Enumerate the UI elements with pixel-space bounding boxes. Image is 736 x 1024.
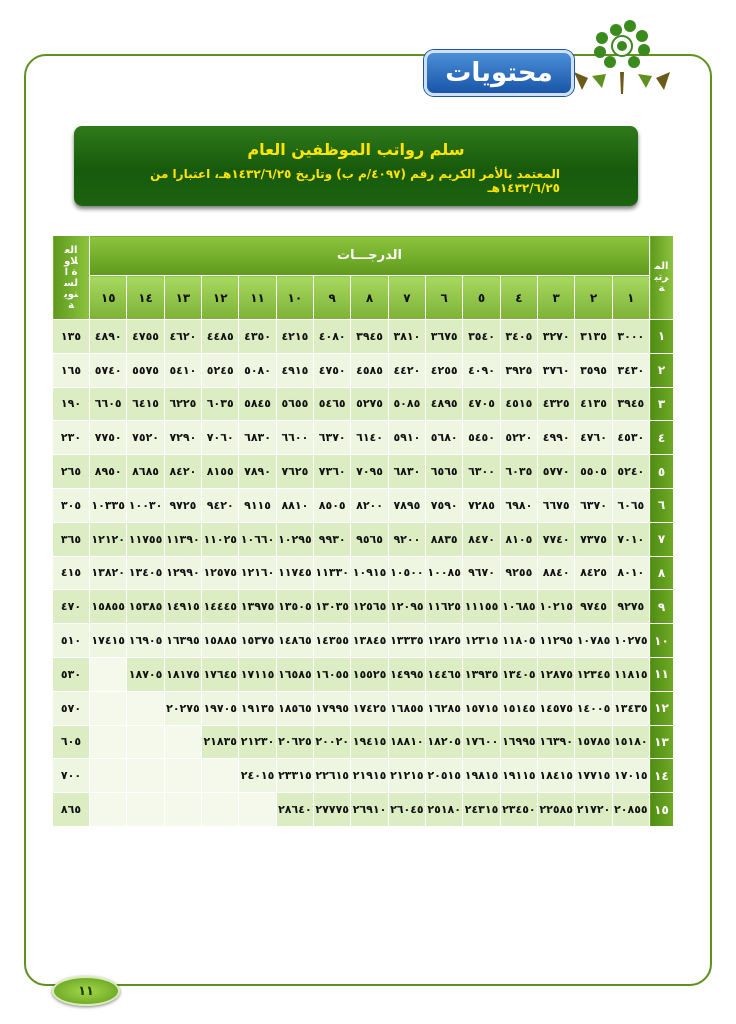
- salary-cell: ٤٨٩٥: [426, 387, 463, 421]
- rank-cell: ٩: [650, 590, 674, 624]
- salary-cell: ١٢١٦٠: [239, 556, 276, 590]
- salary-cell: ٥٤١٠: [164, 353, 201, 387]
- rank-cell: ١٠: [650, 624, 674, 658]
- table-row: [53, 421, 674, 455]
- allowance-cell: ٧٠٠: [53, 759, 90, 793]
- salary-cell: ٢٠٠٢٠: [314, 725, 351, 759]
- salary-cell: [90, 657, 127, 691]
- table-row: [53, 387, 674, 421]
- degree-header-cell: ١١: [239, 276, 276, 320]
- salary-cell: ٩٧٤٥: [575, 590, 612, 624]
- salary-cell: ١٤٩٩٥: [388, 657, 425, 691]
- logo-emblem: [572, 16, 672, 96]
- table-row: [53, 725, 674, 759]
- salary-cell: ٧٠٦٠: [202, 421, 239, 455]
- rank-cell: ٣: [650, 387, 674, 421]
- salary-cell: [164, 793, 201, 827]
- salary-cell: ١١٠٢٥: [202, 522, 239, 556]
- rank-cell: ٦: [650, 488, 674, 522]
- salary-cell: ١٠٦٦٠: [239, 522, 276, 556]
- degree-header-cell: ١٥: [90, 276, 127, 320]
- salary-cell: ١٢٨٧٥: [538, 657, 575, 691]
- salary-cell: ٧٦٢٥: [276, 455, 313, 489]
- salary-cell: ١٢٣٤٥: [575, 657, 612, 691]
- salary-cell: ٥٠٨٠: [239, 353, 276, 387]
- salary-cell: ١٥٧١٥: [463, 691, 500, 725]
- salary-cell: ٢١٩١٥: [351, 759, 388, 793]
- salary-cell: ١٥٨٨٥: [202, 624, 239, 658]
- salary-cell: ٢٢٦١٥: [314, 759, 351, 793]
- table-row: [53, 320, 674, 354]
- salary-cell: ١٨٤١٥: [538, 759, 575, 793]
- rank-cell: ١٢: [650, 691, 674, 725]
- salary-cell: ٨٨٣٥: [426, 522, 463, 556]
- salary-cell: ١١٨٠٥: [500, 624, 537, 658]
- salary-cell: ١٦٩٩٥: [500, 725, 537, 759]
- allowance-cell: ٦٠٥: [53, 725, 90, 759]
- allowance-cell: ١٣٥: [53, 320, 90, 354]
- salary-cell: ١٣٤٣٥: [612, 691, 649, 725]
- table-row: [53, 590, 674, 624]
- salary-cell: ١٠٧٨٥: [575, 624, 612, 658]
- salary-cell: ٢٣٣١٥: [276, 759, 313, 793]
- salary-cell: ١٧١١٥: [239, 657, 276, 691]
- salary-cell: ٢٢٥٨٥: [538, 793, 575, 827]
- salary-cell: ١٣٩٧٥: [239, 590, 276, 624]
- table-row: [53, 657, 674, 691]
- salary-cell: ٧٥٢٠: [127, 421, 164, 455]
- salary-cell: ١٩٧٠٥: [202, 691, 239, 725]
- salary-cell: ٩٦٧٠: [463, 556, 500, 590]
- salary-cell: ١٥٣٨٥: [127, 590, 164, 624]
- salary-cell: ٤٨٩٠: [90, 320, 127, 354]
- salary-cell: ١١٧٤٥: [276, 556, 313, 590]
- salary-cell: ٦٣٧٠: [314, 421, 351, 455]
- allowance-cell: ٥٧٠: [53, 691, 90, 725]
- salary-cell: ٨٥٠٥: [314, 488, 351, 522]
- salary-cell: ١١٣٩٠: [164, 522, 201, 556]
- salary-cell: ٤٣٥٠: [239, 320, 276, 354]
- salary-cell: ١٥٣٧٥: [239, 624, 276, 658]
- salary-cell: ٧٧٤٠: [538, 522, 575, 556]
- salary-cell: ١٢٨٢٥: [426, 624, 463, 658]
- salary-cell: ٢٤٠١٥: [239, 759, 276, 793]
- salary-cell: ١٧٠١٥: [612, 759, 649, 793]
- salary-cell: ٤٩١٥: [276, 353, 313, 387]
- salary-cell: ٢١٧٢٠: [575, 793, 612, 827]
- degree-header-cell: ١٢: [202, 276, 239, 320]
- salary-cell: ٨٤٢٥: [575, 556, 612, 590]
- salary-cell: [202, 793, 239, 827]
- salary-cell: ٦٤١٥: [127, 387, 164, 421]
- salary-cell: ١٠٢١٥: [538, 590, 575, 624]
- degree-header-cell: ١٣: [164, 276, 201, 320]
- degree-header-cell: ٤: [500, 276, 537, 320]
- rank-cell: ٨: [650, 556, 674, 590]
- salary-cell: ٣٠٠٠: [612, 320, 649, 354]
- salary-cell: ١٢١٢٠: [90, 522, 127, 556]
- salary-cell: ١٢٠٩٥: [388, 590, 425, 624]
- salary-cell: ٩٢٧٥: [612, 590, 649, 624]
- salary-cell: ١١١٥٥: [463, 590, 500, 624]
- salary-cell: ٩٤٢٠: [202, 488, 239, 522]
- salary-cell: ٧٨٩٥: [388, 488, 425, 522]
- salary-cell: ٣٩٢٥: [500, 353, 537, 387]
- salary-cell: ٤٤٨٥: [202, 320, 239, 354]
- salary-cell: [90, 725, 127, 759]
- salary-cell: ٦٦٧٥: [538, 488, 575, 522]
- salary-cell: ٦٦٠٠: [276, 421, 313, 455]
- salary-cell: ٥٢٤٠: [612, 455, 649, 489]
- rank-cell: ١: [650, 320, 674, 354]
- salary-cell: ٤٦٢٠: [164, 320, 201, 354]
- salary-cell: ١٥١٨٠: [612, 725, 649, 759]
- salary-cell: ٤١٣٥: [575, 387, 612, 421]
- salary-cell: ١٠٣٣٥: [90, 488, 127, 522]
- salary-cell: ٢٣٤٥٠: [500, 793, 537, 827]
- salary-cell: ٢١٢٣٠: [239, 725, 276, 759]
- salary-cell: ١٧٦٤٥: [202, 657, 239, 691]
- salary-cell: ١٤٤٤٥: [202, 590, 239, 624]
- salary-cell: ١٦٠٥٥: [314, 657, 351, 691]
- salary-cell: ٤٣٢٥: [538, 387, 575, 421]
- salary-cell: ١٥٨٥٥: [90, 590, 127, 624]
- salary-cell: ٧٧٥٠: [90, 421, 127, 455]
- salary-cell: ١٠٢٩٥: [276, 522, 313, 556]
- salary-cell: ١١٣٣٠: [314, 556, 351, 590]
- table-row: [53, 556, 674, 590]
- salary-cell: ٥٦٨٠: [426, 421, 463, 455]
- salary-cell: ١١٢٩٥: [538, 624, 575, 658]
- salary-cell: ٢٠٥١٥: [426, 759, 463, 793]
- salary-cell: ١٨٥٦٥: [276, 691, 313, 725]
- salary-cell: [202, 759, 239, 793]
- salary-cell: ٩٩٣٠: [314, 522, 351, 556]
- salary-cell: ١٤٩١٥: [164, 590, 201, 624]
- salary-cell: ١٩٨١٥: [463, 759, 500, 793]
- salary-cell: ١٩١١٥: [500, 759, 537, 793]
- salary-cell: ٢٦٠٤٥: [388, 793, 425, 827]
- salary-cell: ١١٦٢٥: [426, 590, 463, 624]
- salary-cell: ٥٥٧٥: [127, 353, 164, 387]
- contents-button[interactable]: محتويات: [424, 50, 574, 96]
- allowance-header: العلاوة السنوية: [53, 236, 90, 320]
- table-row: [53, 793, 674, 827]
- salary-cell: ١٣٨٢٠: [90, 556, 127, 590]
- salary-cell: ٥٢٢٠: [500, 421, 537, 455]
- salary-cell: ١٧٤١٥: [90, 624, 127, 658]
- salary-cell: ٣٩٤٥: [612, 387, 649, 421]
- rank-cell: ٥: [650, 455, 674, 489]
- salary-cell: ١٣٥٠٥: [276, 590, 313, 624]
- salary-cell: ٣٥٤٠: [463, 320, 500, 354]
- table-row: [53, 488, 674, 522]
- salary-cell: [127, 793, 164, 827]
- salary-cell: ٦٢٢٥: [164, 387, 201, 421]
- allowance-cell: ٤١٥: [53, 556, 90, 590]
- salary-cell: ٥٤٦٥: [314, 387, 351, 421]
- allowance-cell: ٤٧٠: [53, 590, 90, 624]
- salary-cell: ٤٥٣٠: [612, 421, 649, 455]
- salary-cell: [164, 759, 201, 793]
- allowance-cell: ٥١٠: [53, 624, 90, 658]
- salary-cell: ١٣٤٠٥: [500, 657, 537, 691]
- salary-cell: ١٠٠٣٠: [127, 488, 164, 522]
- salary-cell: ١٢٥٦٥: [351, 590, 388, 624]
- salary-cell: ١٩١٣٥: [239, 691, 276, 725]
- salary-cell: ٩١١٥: [239, 488, 276, 522]
- salary-cell: ٥٧٤٠: [90, 353, 127, 387]
- salary-cell: ٢٤٣١٥: [463, 793, 500, 827]
- salary-cell: ١٦٣٩٠: [538, 725, 575, 759]
- salary-cell: ١٨٧٠٥: [127, 657, 164, 691]
- salary-cell: ٦٠٣٥: [500, 455, 537, 489]
- table-row: [53, 455, 674, 489]
- salary-cell: ٤٧٥٠: [314, 353, 351, 387]
- page-title: سلم رواتب الموظفين العام: [247, 140, 465, 159]
- salary-cell: ١١٧٥٥: [127, 522, 164, 556]
- salary-cell: ٨٩٥٠: [90, 455, 127, 489]
- palm-logo-icon: [572, 16, 672, 96]
- salary-cell: ٦٦٠٥: [90, 387, 127, 421]
- salary-cell: ٩٥٦٥: [351, 522, 388, 556]
- salary-cell: ٧٠٩٥: [351, 455, 388, 489]
- salary-cell: ١٢٣١٥: [463, 624, 500, 658]
- salary-cell: ٢٠٦٢٥: [276, 725, 313, 759]
- salary-cell: ١٣٠٣٥: [314, 590, 351, 624]
- salary-cell: ١٧٦٠٠: [463, 725, 500, 759]
- degree-header-cell: ٢: [575, 276, 612, 320]
- salary-cell: [239, 793, 276, 827]
- salary-cell: ٨٤٢٠: [164, 455, 201, 489]
- salary-cell: ١٠٠٨٥: [426, 556, 463, 590]
- table-header-box: [74, 126, 638, 206]
- salary-cell: ٢١٢١٥: [388, 759, 425, 793]
- salary-cell: ١٥٥٢٥: [351, 657, 388, 691]
- salary-cell: ٨٢٠٠: [351, 488, 388, 522]
- salary-cell: ١٠٥٠٠: [388, 556, 425, 590]
- salary-cell: ٦٥٦٥: [426, 455, 463, 489]
- salary-cell: ١٤٨٦٥: [276, 624, 313, 658]
- rank-cell: ١٤: [650, 759, 674, 793]
- salary-cell: [127, 725, 164, 759]
- salary-cell: ٩٢٠٠: [388, 522, 425, 556]
- salary-cell: ١٣٣٣٥: [388, 624, 425, 658]
- salary-cell: ٨٦٨٥: [127, 455, 164, 489]
- allowance-cell: ٣٠٥: [53, 488, 90, 522]
- page-number: ١١: [52, 976, 120, 1006]
- salary-cell: ٥٨٤٥: [239, 387, 276, 421]
- salary-cell: ٦١٤٠: [351, 421, 388, 455]
- salary-scale-table: [52, 235, 674, 827]
- salary-cell: ٣١٣٥: [575, 320, 612, 354]
- salary-cell: ٧٣٧٥: [575, 522, 612, 556]
- salary-cell: ٥٤٥٠: [463, 421, 500, 455]
- salary-cell: ٢٠٢٧٥: [164, 691, 201, 725]
- allowance-cell: ٢٦٥: [53, 455, 90, 489]
- salary-cell: ١٠٢٧٥: [612, 624, 649, 658]
- allowance-cell: ٥٣٠: [53, 657, 90, 691]
- salary-cell: ٨١٠٥: [500, 522, 537, 556]
- degree-header-cell: ٩: [314, 276, 351, 320]
- salary-cell: ٩٢٥٥: [500, 556, 537, 590]
- salary-cell: ١٦٢٨٥: [426, 691, 463, 725]
- salary-cell: ٦٣٠٠: [463, 455, 500, 489]
- salary-cell: ٥٥٠٥: [575, 455, 612, 489]
- salary-cell: ٣٥٩٥: [575, 353, 612, 387]
- allowance-cell: ٨٦٥: [53, 793, 90, 827]
- salary-cell: ١٤٥٧٥: [538, 691, 575, 725]
- salary-cell: [127, 759, 164, 793]
- salary-cell: ٤٥١٥: [500, 387, 537, 421]
- rank-cell: ٧: [650, 522, 674, 556]
- salary-cell: ٢٠٨٥٥: [612, 793, 649, 827]
- salary-cell: ٧٨٩٠: [239, 455, 276, 489]
- rank-header: المرتبة: [650, 236, 674, 320]
- salary-cell: ١٩٤١٥: [351, 725, 388, 759]
- degree-header-cell: ٦: [426, 276, 463, 320]
- salary-cell: ٤٢١٥: [276, 320, 313, 354]
- salary-cell: ٨١٥٥: [202, 455, 239, 489]
- salary-cell: ١٧٧١٥: [575, 759, 612, 793]
- salary-cell: ٣٦٧٥: [426, 320, 463, 354]
- salary-cell: [90, 793, 127, 827]
- salary-cell: ١٦٥٨٥: [276, 657, 313, 691]
- page-subtitle: المعتمد بالأمر الكريم رقم (٤٠٩٧/م ب) وتاريخ ١٤٣٢/٦/٢٥هـ، اعتبارا من ١٤٣٢/٦/٢٥هـ: [150, 167, 560, 195]
- salary-cell: ١٣٩٣٥: [463, 657, 500, 691]
- salary-cell: ١٨٢٠٥: [426, 725, 463, 759]
- allowance-cell: ٣٦٥: [53, 522, 90, 556]
- allowance-cell: ١٦٥: [53, 353, 90, 387]
- salary-cell: ٢٦٩١٠: [351, 793, 388, 827]
- salary-cell: ٧٢٨٥: [463, 488, 500, 522]
- salary-cell: ١٢٩٩٠: [164, 556, 201, 590]
- salary-cell: [90, 691, 127, 725]
- salary-cell: ١٤٤٦٥: [426, 657, 463, 691]
- rank-cell: ١١: [650, 657, 674, 691]
- table-row: [53, 624, 674, 658]
- salary-cell: ٤٩٩٠: [538, 421, 575, 455]
- salary-cell: ٤٧٦٠: [575, 421, 612, 455]
- salary-cell: ٤٠٩٠: [463, 353, 500, 387]
- degree-header-cell: ١: [612, 276, 649, 320]
- salary-cell: ١٥١٤٥: [500, 691, 537, 725]
- salary-cell: ٦٩٨٠: [500, 488, 537, 522]
- salary-cell: ١٠٦٨٥: [500, 590, 537, 624]
- salary-cell: ١٣٤٠٥: [127, 556, 164, 590]
- salary-cell: ٢١٨٣٥: [202, 725, 239, 759]
- salary-cell: ٧٢٩٠: [164, 421, 201, 455]
- salary-cell: ١٦٣٩٥: [164, 624, 201, 658]
- salary-cell: ٦٨٣٠: [388, 455, 425, 489]
- salary-cell: ٧٠١٠: [612, 522, 649, 556]
- salary-cell: ٩٧٢٥: [164, 488, 201, 522]
- salary-cell: ٥٦٥٥: [276, 387, 313, 421]
- salary-cell: ١٢٥٧٥: [202, 556, 239, 590]
- salary-cell: ٨٠١٠: [612, 556, 649, 590]
- salary-cell: ١٣٨٤٥: [351, 624, 388, 658]
- table-row: [53, 353, 674, 387]
- allowance-cell: ٢٣٠: [53, 421, 90, 455]
- salary-cell: ٥٢٤٥: [202, 353, 239, 387]
- salary-cell: ٦٠٦٥: [612, 488, 649, 522]
- salary-cell: ٥٧٧٠: [538, 455, 575, 489]
- degree-header-cell: ١٤: [127, 276, 164, 320]
- rank-cell: ٤: [650, 421, 674, 455]
- salary-cell: ١٨١٧٥: [164, 657, 201, 691]
- salary-cell: ١٠٩١٥: [351, 556, 388, 590]
- degree-header-cell: ٥: [463, 276, 500, 320]
- grades-header: الدرجـــات: [90, 236, 650, 276]
- salary-cell: ٥٠٨٥: [388, 387, 425, 421]
- salary-cell: ١٨٨١٠: [388, 725, 425, 759]
- salary-cell: ٦٣٧٠: [575, 488, 612, 522]
- table-row: [53, 522, 674, 556]
- rank-cell: ٢: [650, 353, 674, 387]
- salary-cell: ٥٢٧٥: [351, 387, 388, 421]
- degree-header-cell: ٣: [538, 276, 575, 320]
- rank-cell: ١٣: [650, 725, 674, 759]
- salary-cell: ٧٥٩٠: [426, 488, 463, 522]
- degree-header-cell: ٨: [351, 276, 388, 320]
- salary-cell: ٣٤٣٠: [612, 353, 649, 387]
- rank-cell: ١٥: [650, 793, 674, 827]
- salary-cell: ٢٨٦٤٠: [276, 793, 313, 827]
- salary-cell: ٥٩١٠: [388, 421, 425, 455]
- salary-cell: ٣٧٦٠: [538, 353, 575, 387]
- salary-cell: ٨٨١٠: [276, 488, 313, 522]
- salary-cell: ١٤٠٠٥: [575, 691, 612, 725]
- salary-cell: ١٦٩٠٥: [127, 624, 164, 658]
- salary-cell: ٣٤٠٥: [500, 320, 537, 354]
- salary-cell: ٣٨١٠: [388, 320, 425, 354]
- table-body: [53, 320, 674, 827]
- salary-cell: ٣٩٤٥: [351, 320, 388, 354]
- salary-cell: ١٥٧٨٥: [575, 725, 612, 759]
- salary-cell: ٣٢٧٠: [538, 320, 575, 354]
- salary-cell: ٨٤٧٠: [463, 522, 500, 556]
- salary-cell: ٧٣٦٠: [314, 455, 351, 489]
- salary-cell: [90, 759, 127, 793]
- salary-cell: ١١٨١٥: [612, 657, 649, 691]
- degree-header-cell: ٧: [388, 276, 425, 320]
- salary-cell: ١٧٩٩٥: [314, 691, 351, 725]
- salary-cell: ١٧٤٢٥: [351, 691, 388, 725]
- table-row: [53, 691, 674, 725]
- salary-cell: ٤٧٠٥: [463, 387, 500, 421]
- salary-cell: ٢٥١٨٠: [426, 793, 463, 827]
- allowance-cell: ١٩٠: [53, 387, 90, 421]
- salary-cell: ٤٥٨٥: [351, 353, 388, 387]
- salary-cell: ٦٠٣٥: [202, 387, 239, 421]
- salary-cell: ٤٧٥٥: [127, 320, 164, 354]
- salary-cell: [127, 691, 164, 725]
- salary-cell: ٤٢٥٥: [426, 353, 463, 387]
- table-row: [53, 759, 674, 793]
- degree-header-row: [53, 276, 674, 320]
- salary-cell: ١٦٨٥٥: [388, 691, 425, 725]
- salary-cell: ٢٧٧٧٥: [314, 793, 351, 827]
- salary-cell: ١٤٣٥٥: [314, 624, 351, 658]
- salary-cell: ٤٤٢٠: [388, 353, 425, 387]
- salary-cell: [164, 725, 201, 759]
- degree-header-cell: ١٠: [276, 276, 313, 320]
- salary-cell: ٨٨٤٠: [538, 556, 575, 590]
- salary-cell: ٤٠٨٠: [314, 320, 351, 354]
- salary-cell: ٦٨٣٠: [239, 421, 276, 455]
